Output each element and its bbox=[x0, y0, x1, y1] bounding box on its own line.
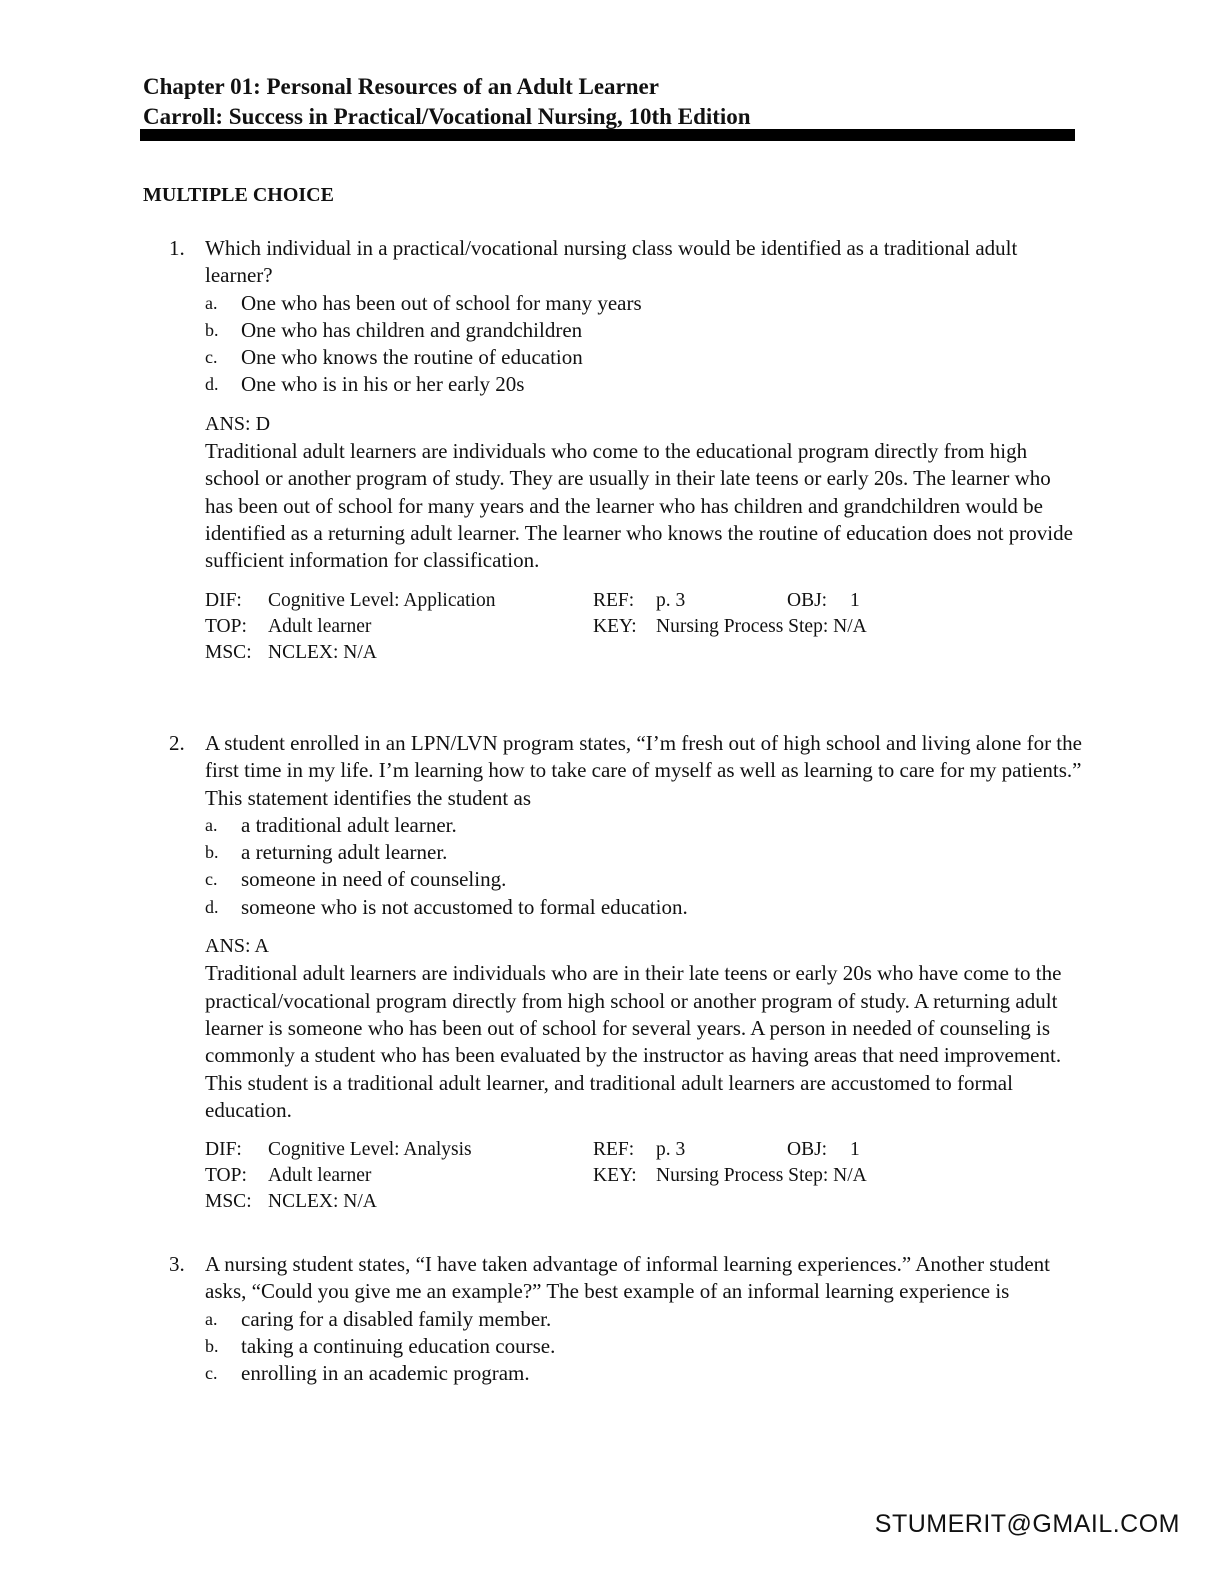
ref-value: p. 3 bbox=[656, 1139, 686, 1161]
option-b bbox=[205, 317, 1083, 344]
option-letter: a. bbox=[205, 1308, 218, 1329]
key-label: KEY: bbox=[593, 615, 637, 637]
option-d bbox=[205, 371, 1083, 398]
question-2 bbox=[143, 730, 1083, 1215]
option-c bbox=[205, 866, 1083, 893]
msc-value: NCLEX: N/A bbox=[268, 1191, 377, 1213]
dif-value: Cognitive Level: Application bbox=[268, 589, 496, 611]
option-text: someone in need of counseling. bbox=[241, 867, 507, 892]
msc-label: MSC: bbox=[205, 641, 252, 663]
option-text: a traditional adult learner. bbox=[241, 812, 457, 837]
key-value: Nursing Process Step: N/A bbox=[656, 1165, 867, 1187]
question-number: 1. bbox=[169, 236, 185, 260]
option-text: One who has been out of school for many years bbox=[241, 290, 642, 315]
option-letter: a. bbox=[205, 814, 218, 835]
option-letter: b. bbox=[205, 319, 219, 340]
option-letter: d. bbox=[205, 374, 219, 395]
option-text: caring for a disabled family member. bbox=[241, 1306, 552, 1331]
ref-label: REF: bbox=[593, 589, 635, 611]
option-letter: c. bbox=[205, 869, 218, 890]
book-title: Carroll: Success in Practical/Vocational Nursing, 10th Edition bbox=[143, 104, 751, 129]
chapter-title: Chapter 01: Personal Resources of an Adult Learner bbox=[143, 74, 659, 99]
question-stem: Which individual in a practical/vocational nursing class would be identified as a traditional adult learner? bbox=[205, 236, 1018, 288]
option-letter: b. bbox=[205, 1335, 219, 1356]
section-title: MULTIPLE CHOICE bbox=[143, 184, 334, 206]
option-text: a returning adult learner. bbox=[241, 840, 448, 865]
key-value: Nursing Process Step: N/A bbox=[656, 615, 867, 637]
question-number: 2. bbox=[169, 731, 185, 755]
top-value: Adult learner bbox=[268, 615, 372, 637]
option-a bbox=[205, 290, 1083, 317]
key-label: KEY: bbox=[593, 1165, 637, 1187]
option-text: someone who is not accustomed to formal education. bbox=[241, 894, 688, 919]
obj-label: OBJ: bbox=[787, 589, 828, 611]
question-meta bbox=[205, 588, 1083, 666]
ref-label: REF: bbox=[593, 1139, 635, 1161]
obj-value: 1 bbox=[850, 1139, 860, 1161]
option-letter: b. bbox=[205, 842, 219, 863]
rationale: Traditional adult learners are individuals who are in their late teens or early 20s who have come to the practical/vocational program directly from high school or another program of study. A returning adult learner is someone who has been out of school for several years. A person in needed of counseling is commonly a student who has been evaluated by the instructor as having areas that need improvement. This student is a traditional adult learner, and traditional adult learners are accustomed to formal education. bbox=[205, 961, 1062, 1122]
header-rule bbox=[140, 129, 1075, 141]
dif-label: DIF: bbox=[205, 589, 242, 611]
answer: ANS: A bbox=[205, 935, 269, 958]
option-a bbox=[205, 812, 1083, 839]
option-text: One who knows the routine of education bbox=[241, 345, 583, 370]
msc-value: NCLEX: N/A bbox=[268, 641, 377, 663]
option-letter: c. bbox=[205, 1363, 218, 1384]
option-c bbox=[205, 1360, 1083, 1387]
obj-value: 1 bbox=[850, 589, 860, 611]
option-text: One who is in his or her early 20s bbox=[241, 372, 525, 397]
ref-value: p. 3 bbox=[656, 589, 686, 611]
option-b bbox=[205, 1333, 1083, 1360]
dif-label: DIF: bbox=[205, 1139, 242, 1161]
option-a bbox=[205, 1306, 1083, 1333]
question-stem: A nursing student states, “I have taken advantage of informal learning experiences.” Another student asks, “Could you give me an example?” The best example of an informal learning experience is bbox=[205, 1252, 1050, 1304]
top-label: TOP: bbox=[205, 615, 247, 637]
question-1 bbox=[143, 235, 1083, 666]
question-meta bbox=[205, 1137, 1083, 1215]
option-b bbox=[205, 839, 1083, 866]
top-label: TOP: bbox=[205, 1165, 247, 1187]
top-value: Adult learner bbox=[268, 1165, 372, 1187]
question-number: 3. bbox=[169, 1252, 185, 1276]
option-text: One who has children and grandchildren bbox=[241, 317, 583, 342]
rationale: Traditional adult learners are individuals who come to the educational program directly from high school or another program of study. They are usually in their late teens or early 20s. The learner who has been out of school for many years and the learner who has children and grandchildren would be identified as a returning adult learner. The learner who knows the routine of education does not provide sufficient information for classification. bbox=[205, 439, 1073, 573]
option-text: enrolling in an academic program. bbox=[241, 1361, 530, 1386]
answer: ANS: D bbox=[205, 412, 271, 435]
option-text: taking a continuing education course. bbox=[241, 1333, 556, 1358]
option-c bbox=[205, 344, 1083, 371]
dif-value: Cognitive Level: Analysis bbox=[268, 1139, 472, 1161]
question-3 bbox=[143, 1251, 1083, 1387]
option-letter: c. bbox=[205, 347, 218, 368]
question-stem: A student enrolled in an LPN/LVN program states, “I’m fresh out of high school and living alone for the first time in my life. I’m learning how to take care of myself as well as learning to care for my patients.” This statement identifies the student as bbox=[205, 731, 1082, 810]
obj-label: OBJ: bbox=[787, 1139, 828, 1161]
option-letter: d. bbox=[205, 896, 219, 917]
footer-email: STUMERIT@GMAIL.COM bbox=[874, 1510, 1180, 1538]
option-letter: a. bbox=[205, 292, 218, 313]
msc-label: MSC: bbox=[205, 1191, 252, 1213]
option-d bbox=[205, 894, 1083, 921]
